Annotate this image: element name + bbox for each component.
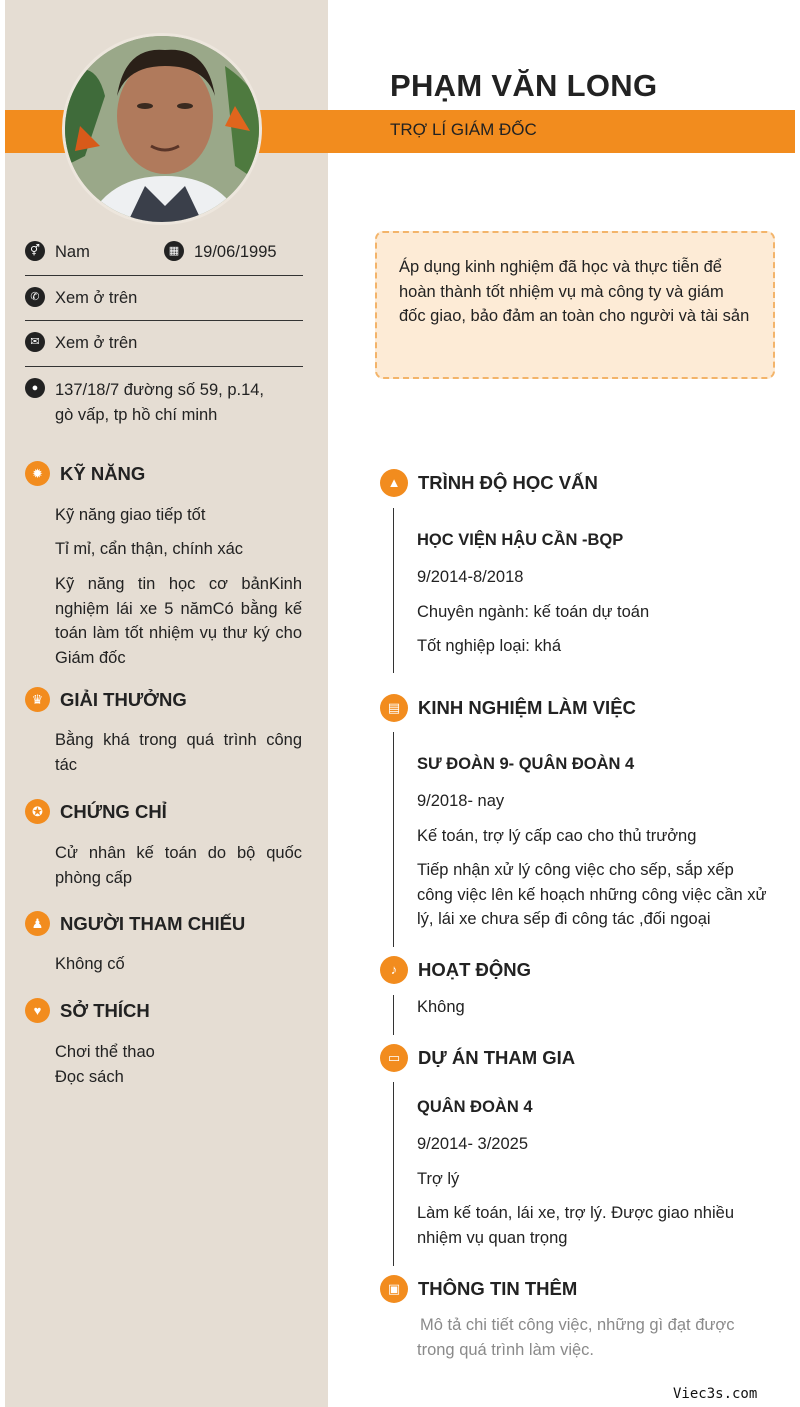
contact-gender-row xyxy=(25,241,303,265)
people-icon: ♟ xyxy=(25,911,50,936)
experience-position: Kế toán, trợ lý cấp cao cho thủ trưởng xyxy=(417,827,697,845)
contact-phone-row xyxy=(25,287,303,311)
experience-period: 9/2018- nay xyxy=(417,792,505,810)
contact-address-row xyxy=(25,378,303,430)
education-heading-label: TRÌNH ĐỘ HỌC VẤN xyxy=(418,472,598,493)
footer-brand: Viec3s.com xyxy=(673,1386,758,1402)
career-objective: Áp dụng kinh nghiệm đã học và thực tiễn để hoàn thành tốt nhiệm vụ mà công ty và giám đốc giao, bảo đảm an toàn cho người và tài sản xyxy=(375,231,775,379)
divider xyxy=(25,275,303,276)
email-value: Xem ở trên xyxy=(55,334,138,352)
gender-value: Nam xyxy=(55,243,90,261)
certificates-heading-label: CHỨNG CHỈ xyxy=(60,801,167,822)
certificates-text: Cử nhân kế toán do bộ quốc phòng cấp xyxy=(55,844,302,887)
additional-heading-label: THÔNG TIN THÊM xyxy=(418,1278,578,1299)
project-period: 9/2014- 3/2025 xyxy=(417,1135,529,1153)
medal-icon: ✪ xyxy=(25,799,50,824)
hobby-item: Chơi thể thao xyxy=(55,1043,155,1061)
awards-heading-label: GIẢI THƯỞNG xyxy=(60,689,187,710)
education-school: HỌC VIỆN HẬU CẦN -BQP xyxy=(417,531,624,549)
location-pin-icon: ● xyxy=(25,378,45,398)
awards-text: Bằng khá trong quá trình công tác xyxy=(55,731,302,774)
skill-item: Kỹ năng tin học cơ bảnKinh nghiệm lái xe 5 nămCó bằng kế toán làm tốt nhiệm vụ thư ký cho Giám đốc xyxy=(55,575,302,667)
email-icon: ✉ xyxy=(25,332,45,352)
hobbies-heading-label: SỞ THÍCH xyxy=(60,1000,150,1021)
timeline-line xyxy=(393,508,394,673)
trophy-icon: ♛ xyxy=(25,687,50,712)
info-card-icon: ▣ xyxy=(380,1275,408,1303)
phone-icon: ✆ xyxy=(25,287,45,307)
activities-heading-label: HOẠT ĐỘNG xyxy=(418,959,532,980)
education-grade: Tốt nghiệp loại: khá xyxy=(417,637,562,655)
gender-icon: ⚥ xyxy=(25,241,45,261)
skill-item: Tỉ mỉ, cẩn thận, chính xác xyxy=(55,540,244,558)
skill-item: Kỹ năng giao tiếp tốt xyxy=(55,506,206,524)
references-text: Không cố xyxy=(55,955,125,973)
activities-text: Không xyxy=(417,998,465,1016)
calendar-icon: ▦ xyxy=(164,241,184,261)
education-major: Chuyên ngành: kế toán dự toán xyxy=(417,603,650,621)
divider xyxy=(25,366,303,367)
additional-info-placeholder[interactable]: Mô tả chi tiết công việc, những gì đạt được trong quá trình làm việc. xyxy=(417,1316,735,1359)
avatar xyxy=(62,33,262,225)
experience-company: SƯ ĐOÀN 9- QUÂN ĐOÀN 4 xyxy=(417,755,635,773)
folder-icon: ▭ xyxy=(380,1044,408,1072)
address-line-1: 137/18/7 đường số 59, p.14, xyxy=(55,381,265,399)
phone-value: Xem ở trên xyxy=(55,289,138,307)
job-title: TRỢ LÍ GIÁM ĐỐC xyxy=(390,120,537,139)
contact-email-row xyxy=(25,332,303,356)
experience-description: Tiếp nhận xử lý công việc cho sếp, sắp xếp công việc lên kế hoạch những công việc cần xử lý, lái xe chưa sếp đi công tác ,đối ngoại xyxy=(417,861,767,928)
experience-heading-label: KINH NGHIỆM LÀM VIỆC xyxy=(418,697,636,718)
divider xyxy=(25,320,303,321)
project-description: Làm kế toán, lái xe, trợ lý. Được giao nhiều nhiệm vụ quan trọng xyxy=(417,1204,734,1247)
candidate-name: PHẠM VĂN LONG xyxy=(390,68,658,103)
projects-heading-label: DỰ ÁN THAM GIA xyxy=(418,1047,576,1068)
hobby-item: Đọc sách xyxy=(55,1068,124,1086)
briefcase-icon: ▤ xyxy=(380,694,408,722)
skills-heading-label: KỸ NĂNG xyxy=(60,463,146,484)
bell-icon: ♪ xyxy=(380,956,408,984)
timeline-line xyxy=(393,1082,394,1266)
address-line-2: gò vấp, tp hồ chí minh xyxy=(55,406,218,424)
references-heading-label: NGƯỜI THAM CHIẾU xyxy=(60,913,246,934)
project-name: QUÂN ĐOÀN 4 xyxy=(417,1098,533,1116)
timeline-line xyxy=(393,995,394,1035)
heart-icon: ♥ xyxy=(25,998,50,1023)
birthday-value: 19/06/1995 xyxy=(194,243,277,261)
graduation-cap-icon: ▲ xyxy=(380,469,408,497)
project-role: Trợ lý xyxy=(417,1170,460,1188)
sun-icon: ✹ xyxy=(25,461,50,486)
education-period: 9/2014-8/2018 xyxy=(417,568,524,586)
timeline-line xyxy=(393,732,394,947)
